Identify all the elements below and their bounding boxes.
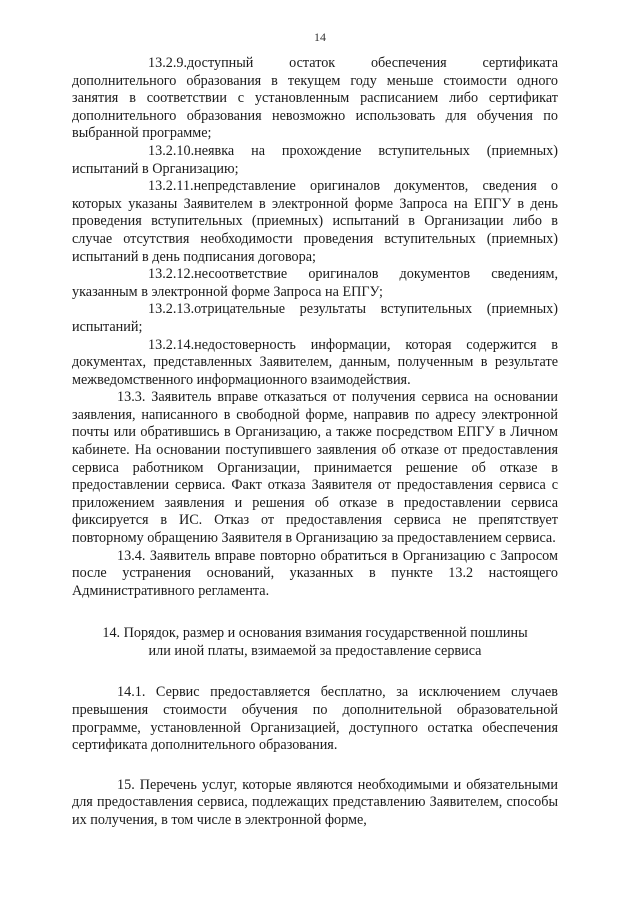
- item-text: отрицательные результаты вступительных (приемных) испытаний;: [72, 301, 558, 335]
- paragraph-13-2-9: [72, 55, 558, 143]
- item-number: 13.2.11.: [148, 178, 194, 195]
- paragraph-13-2-13: [72, 301, 558, 336]
- item-number: 13.2.12.: [148, 266, 195, 283]
- item-text: недостоверность информации, которая содержится в документах, представленных Заявителем, данным, полученным в результате межведомственного информационного взаимодействия.: [72, 336, 558, 388]
- paragraph-14-1: 14.1. Сервис предоставляется бесплатно, за исключением случаев превышения стоимости обучения по дополнительной образовательной программе, установленной Организацией, доступного остатка обеспечения сертификата дополнительного образования.: [72, 684, 558, 754]
- paragraph-13-4: 13.4. Заявитель вправе повторно обратиться в Организацию с Запросом после устранения оснований, указанных в пункте 13.2 настоящего Административного регламента.: [72, 547, 558, 599]
- item-number: 13.2.14.: [148, 336, 195, 353]
- paragraph-15: 15. Перечень услуг, которые являются необходимыми и обязательными для предоставления сервиса, подлежащих представлению Заявителем, способы их получения, в том числе в электронной форме,: [72, 776, 558, 828]
- item-number: 13.2.9.: [148, 55, 188, 71]
- item-number: 13.2.10.: [148, 142, 195, 159]
- paragraph-13-2-10: [72, 143, 558, 178]
- paragraph-13-3: 13.3. Заявитель вправе отказаться от получения сервиса на основании заявления, написанного в свободной форме, направив по адресу электронной почты или обратившись в Организацию, а также посредством ЕПГУ в Личном кабинете. На основании поступившего заявления об отказе от предоставления сервиса работником Организации, принимается решение об отказе в предоставлении сервиса. Факт отказа Заявителя от предоставления сервиса с приложением заявления и решения об отказе в предоставлении сервиса фиксируется в ИС. Отказ от предоставления сервиса не препятствует повторному обращению Заявителя в Организацию за предоставлением сервиса.: [72, 389, 558, 547]
- item-text: несоответствие оригиналов документов сведениям, указанным в электронной форме Запроса на ЕПГУ;: [72, 266, 558, 300]
- item-number: 13.2.13.: [148, 301, 195, 318]
- item-text: доступный остаток обеспечения сертификата дополнительного образования в текущем году меньше стоимости одного занятия в соответствии с установленным расписанием либо сертификат дополнительного образования невозможно использовать для обучения по выбранной программе;: [72, 55, 558, 142]
- document-body: [72, 55, 558, 830]
- section-14-heading-line-1: 14. Порядок, размер и основания взимания государственной пошлины: [102, 625, 528, 642]
- paragraph-13-2-14: [72, 337, 558, 390]
- item-text: неявка на прохождение вступительных (приемных) испытаний в Организацию;: [72, 142, 558, 177]
- paragraph-13-2-11: [72, 178, 558, 266]
- section-14-heading: [72, 624, 558, 660]
- section-14-heading-line-2: или иной платы, взимаемой за предоставление сервиса: [148, 643, 482, 660]
- item-text: непредставление оригиналов документов, сведения о которых указаны Заявителем в электронной форме Запроса на ЕПГУ в день проведения вступительных (приемных) испытаний в Организации либо в случае отсутствия необходимости проведения вступительных (приемных) испытаний в день подписания договора;: [72, 178, 558, 265]
- page-number: 14: [314, 30, 326, 44]
- paragraph-13-2-12: [72, 266, 558, 301]
